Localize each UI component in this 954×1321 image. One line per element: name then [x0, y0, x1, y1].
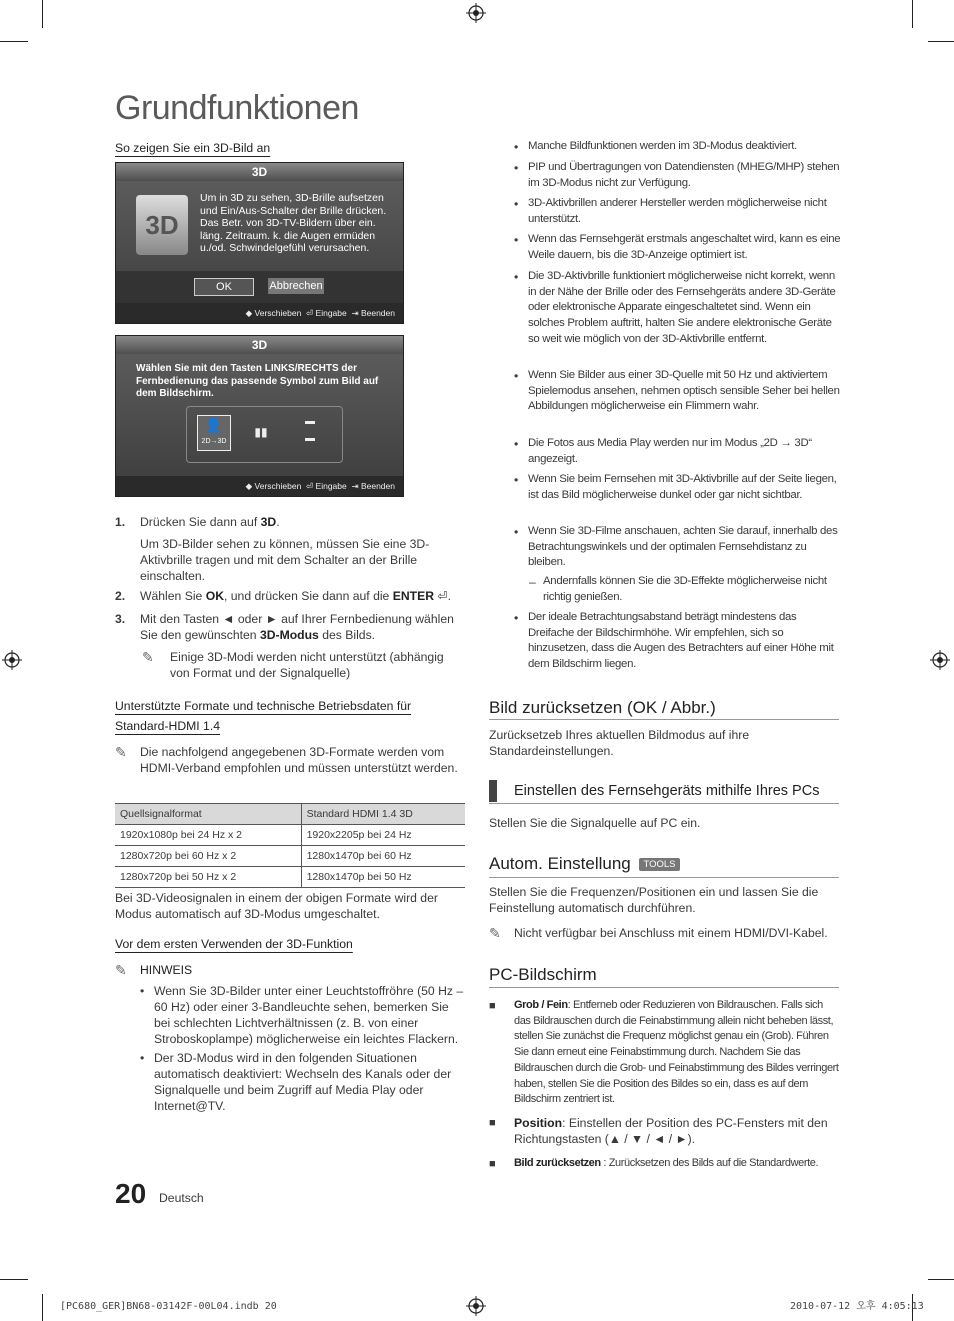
screen-header: 3D	[116, 336, 403, 354]
square-bullet-icon: ■	[489, 1158, 496, 1170]
crop-mark	[0, 41, 28, 42]
step-text: .	[276, 515, 280, 529]
registration-mark-icon	[466, 3, 486, 23]
heading-pc-screen: PC-Bildschirm	[489, 965, 597, 984]
mode-side-by-side-icon[interactable]: ▮▮	[254, 425, 268, 439]
step-1	[115, 514, 465, 530]
screen-header: 3D	[116, 163, 403, 181]
step-text: des Bilds.	[318, 628, 376, 642]
step-bold: OK	[205, 589, 224, 603]
note-pencil-icon: ✎	[115, 962, 127, 978]
note-pencil-icon: ✎	[489, 925, 501, 941]
footer-file: [PC680_GER]BN68-03142F-00L04.indb 20	[60, 1301, 277, 1312]
step-1-para: Um 3D-Bilder sehen zu können, müssen Sie eine 3D-Aktivbrille tragen und mit dem Schalter an der Brille einschalten.	[140, 537, 430, 583]
section-marker	[489, 780, 497, 802]
pc-text: Stellen Sie die Signalquelle auf PC ein.	[489, 816, 701, 830]
heading-bild-zuruecksetzen: Bild zurücksetzen (OK / Abbr.)	[489, 698, 716, 717]
step-3	[115, 611, 465, 645]
crop-mark	[928, 41, 954, 42]
heading-rule	[489, 987, 839, 988]
enter-icon: ⏎	[437, 589, 448, 603]
mode-2d-to-3d-icon[interactable]: 👤 2D→3D	[197, 415, 231, 451]
bullet-text: Der 3D-Modus wird in den folgenden Situationen automatisch deaktiviert: Wechseln des Kanals oder der Signalquelle und beim Zugriff auf Media Play oder Internet@TV.	[154, 1051, 452, 1113]
step-number: 2.	[115, 589, 126, 603]
samsung-3d-logo-icon	[136, 195, 188, 255]
crop-mark	[42, 0, 43, 28]
section-title-show-3d: So zeigen Sie ein 3D-Bild an	[115, 141, 271, 155]
dash-icon: –	[529, 575, 536, 589]
bullet-dot-icon: •	[514, 525, 519, 539]
item-text: : Einstellen der Position des PC-Fensters mit den Richtungstasten (▲ / ▼ / ◄ / ►).	[514, 1116, 828, 1146]
section-title-formats	[115, 698, 465, 734]
button-bar	[116, 271, 403, 303]
tools-badge: TOOLS	[639, 858, 679, 871]
square-bullet-icon: ■	[489, 1117, 496, 1129]
pc-item-grob-fein	[489, 998, 839, 1108]
crop-mark	[42, 1294, 43, 1321]
formats-table	[115, 803, 465, 888]
section-title-line: Unterstützte Formate und technische Betriebsdaten für	[115, 699, 412, 713]
ok-button[interactable]: OK	[194, 278, 254, 296]
registration-mark-icon	[2, 650, 22, 670]
tv-screen-3d-warning	[115, 162, 404, 324]
step-number: 3.	[115, 612, 126, 626]
table-row	[115, 846, 465, 867]
bullet-text: Die Fotos aus Media Play werden nur im Modus „2D → 3D“ angezeigt.	[528, 437, 812, 465]
table-row	[115, 867, 465, 888]
crop-mark	[912, 0, 913, 28]
table-header-row	[115, 804, 465, 825]
screen-navbar: ◆ Verschieben ⏎ Eingabe ⇥ Beenden	[116, 303, 403, 323]
square-bullet-icon: ■	[489, 1000, 496, 1012]
note-pencil-icon: ✎	[142, 649, 154, 665]
heading-text: Autom. Einstellung	[489, 854, 631, 873]
item-text: : Entferneb oder Reduzieren von Bildrauschen. Falls sich das Bildrauschen durch die Feinabstimmung allein nicht beheben lässt, stellen Sie zunächst die Frequenz möglichst genau ein (Grob). Führen Sie dann erneut eine Feinabstimmung durch. Nachdem Sie das Bildrauschen durch die Grob- und Feinabstimmung des Bildes verringert haben, stellen Sie die Position des Bildes so ein, dass es auf dem Bildschirm zentriert ist.	[514, 999, 839, 1106]
heading-auto-adjust	[489, 853, 839, 875]
bullet-text: Wenn Sie 3D-Bilder unter einer Leuchtstoffröhre (50 Hz – 60 Hz) oder einer 3-Bandleuchte sehen, bemerken Sie bei schlechten Lichtverhältnissen (z. B. von einer Stroboskoplampe) möglicherweise ein leichtes Flackern.	[154, 984, 464, 1046]
step-2	[115, 588, 465, 604]
cancel-button[interactable]: Abbrechen	[269, 280, 323, 292]
nav-move-label: Verschieben	[254, 308, 302, 318]
bullet-text: 3D-Aktivbrillen anderer Hersteller werden möglicherweise nicht unterstützt.	[528, 197, 827, 225]
bullet-text: Wenn Sie Bilder aus einer 3D-Quelle mit 50 Hz und aktiviertem Spielemodus ansehen, nehmen optisch sensible Seher bei hellen Abbildungen möglicherweise ein Flimmern wahr.	[528, 369, 840, 413]
nav-enter-label: Eingabe	[315, 308, 347, 318]
bullet-text: Der ideale Betrachtungsabstand beträgt mindestens das Dreifache der Bildschirmhöhe. Wir empfehlen, sich so hinzusetzen, dass die Augen des Betrachters auf einer Höhe mit dem Bildschirm liegen.	[528, 611, 834, 671]
table-cell: 1280x720p bei 60 Hz x 2	[115, 846, 301, 867]
table-cell: 1280x720p bei 50 Hz x 2	[115, 867, 301, 888]
step-bold: 3D	[260, 515, 277, 529]
formats-note	[115, 744, 465, 776]
step-3-note	[142, 649, 462, 681]
step-number: 1.	[115, 515, 126, 529]
pc-item-reset	[489, 1156, 839, 1172]
step-bold: ENTER	[392, 589, 435, 603]
page-language: Deutsch	[159, 1191, 204, 1205]
table-cell: 1920x1080p bei 24 Hz x 2	[115, 825, 301, 846]
heading-pc-setup: Einstellen des Fernsehgeräts mithilfe Ihres PCs	[514, 783, 820, 799]
table-cell: 1920x2205p bei 24 Hz	[301, 825, 465, 846]
footer-date: 2010-07-12 오후 4:05:13	[790, 1301, 924, 1312]
bullet-dot-icon: •	[514, 270, 519, 284]
mode-icon-panel	[186, 406, 343, 463]
heading-rule	[489, 877, 839, 878]
step-text: , und drücken Sie dann auf die	[224, 589, 393, 603]
bullet-dot-icon: •	[514, 437, 519, 451]
table-header: Standard HDMI 1.4 3D	[301, 804, 465, 825]
page-title: Grundfunktionen	[115, 89, 359, 127]
bullet-dot-icon: •	[514, 140, 519, 154]
bullet-text: Wenn Sie 3D-Filme anschauen, achten Sie darauf, innerhalb des Betrachtungswinkels und der optimalen Fernsehdistanz zu bleiben.	[528, 525, 838, 569]
after-table-text: Bei 3D-Videosignalen in einem der obigen Formate wird der Modus automatisch auf 3D-Modus umgeschaltet.	[115, 891, 438, 921]
step-bold: 3D-Modus	[259, 628, 319, 642]
note-text: Die nachfolgend angegebenen 3D-Formate werden vom HDMI-Verband empfohlen und müssen unterstützt werden.	[140, 745, 458, 775]
crop-mark	[0, 1279, 28, 1280]
bullet-text: PIP und Übertragungen von Datendiensten (MHEG/MHP) stehen im 3D-Modus nicht zur Verfügung.	[528, 161, 840, 189]
item-label: Position	[514, 1116, 563, 1130]
reset-text: Zurücksetzeb Ihres aktuellen Bildmodus auf ihre Standardeinstellungen.	[489, 728, 750, 758]
note-text: Nicht verfügbar bei Anschluss mit einem HDMI/DVI-Kabel.	[514, 926, 828, 940]
table-header: Quellsignalformat	[115, 804, 301, 825]
section-title-before-first-use: Vor dem ersten Verwenden der 3D-Funktion	[115, 937, 353, 951]
mode-top-bottom-icon[interactable]: ▬ ▬	[305, 416, 315, 444]
nav-enter-label: Eingabe	[315, 481, 347, 491]
screen-navbar: ◆ Verschieben ⏎ Eingabe ⇥ Beenden	[116, 476, 403, 496]
bullet-dot-icon: •	[514, 611, 519, 625]
step-text: Wählen Sie	[140, 589, 206, 603]
step-text: .	[447, 589, 452, 603]
heading-rule	[489, 803, 839, 804]
screen-message: Wählen Sie mit den Tasten LINKS/RECHTS der Fernbedienung das passende Symbol zum Bild auf dem Bildschirm.	[136, 363, 379, 399]
step-text: Drücken Sie dann auf	[140, 515, 261, 529]
bullet-dot-icon: •	[514, 161, 519, 175]
item-text: : Zurücksetzen des Bilds auf die Standardwerte.	[600, 1157, 819, 1169]
item-label: Bild zurücksetzen	[514, 1157, 601, 1169]
nav-exit-label: Beenden	[360, 308, 395, 318]
section-title-line: Standard-HDMI 1.4	[115, 719, 220, 733]
tv-screen-3d-mode-select	[115, 335, 404, 497]
bullet-dot-icon: •	[140, 1051, 145, 1065]
note-text: Einige 3D-Modi werden nicht unterstützt (abhängig von Format und der Signalquelle)	[170, 650, 444, 680]
logo-text: 3D	[145, 210, 179, 240]
mode-icon-label: 2D→3D	[201, 438, 227, 445]
table-cell: 1280x1470p bei 60 Hz	[301, 846, 465, 867]
registration-mark-icon	[466, 1296, 486, 1316]
nav-exit-label: Beenden	[360, 481, 395, 491]
crop-mark	[928, 1279, 954, 1280]
table-row	[115, 825, 465, 846]
note-label: HINWEIS	[140, 963, 193, 977]
bullet-dot-icon: •	[140, 984, 145, 998]
bullet-dot-icon: •	[514, 233, 519, 247]
bullet-text: Manche Bildfunktionen werden im 3D-Modus deaktiviert.	[528, 140, 798, 152]
page-number: 20	[115, 1178, 147, 1209]
auto-text: Stellen Sie die Frequenzen/Positionen ein und lassen Sie die Feinstellung automatisch durchführen.	[489, 885, 819, 915]
bullet-text: Wenn das Fernsehgerät erstmals angeschaltet wird, kann es eine Weile dauern, bis die 3D-Anzeige optimiert ist.	[528, 233, 841, 261]
bullet-dot-icon: •	[514, 473, 519, 487]
pc-item-position	[489, 1115, 839, 1147]
nav-move-label: Verschieben	[254, 481, 302, 491]
bullet-dot-icon: •	[514, 369, 519, 383]
hinweis-label	[115, 962, 192, 978]
bullet-dot-icon: •	[514, 197, 519, 211]
note-pencil-icon: ✎	[115, 744, 127, 760]
auto-note	[489, 925, 839, 941]
bullet-text: Wenn Sie beim Fernsehen mit 3D-Aktivbrille auf der Seite liegen, ist das Bild möglicherweise dunkel oder gar nicht sichtbar.	[528, 473, 837, 501]
heading-rule	[489, 719, 839, 720]
bullet-text: Die 3D-Aktivbrille funktioniert möglicherweise nicht korrekt, wenn in der Nähe der Brille oder des Fernsehgeräts andere 3D-Geräte oder elektronische Apparate eingeschaltetet sind. Wenn ein solches Problem auftritt, halten Sie andere elektronische Geräte so weit wie möglich von der 3D-Aktivbrille entfernt.	[528, 270, 836, 345]
screen-message: Um in 3D zu sehen, 3D-Brille aufsetzen und Ein/Aus-Schalter der Brille drücken. Das Betr. von 3D-TV-Bildern über ein. läng. Zeitraum. k. die Augen ermüden u./od. Schwindelgefühl verursachen.	[200, 192, 387, 254]
step-text: Mit den Tasten ◄ oder ► auf Ihrer Fernbedienung wählen Sie den gewünschten	[140, 612, 454, 642]
registration-mark-icon	[930, 650, 950, 670]
bullet-text: Andernfalls können Sie die 3D-Effekte möglicherweise nicht richtig genießen.	[543, 575, 827, 603]
table-cell: 1280x1470p bei 50 Hz	[301, 867, 465, 888]
item-label: Grob / Fein	[514, 999, 568, 1011]
